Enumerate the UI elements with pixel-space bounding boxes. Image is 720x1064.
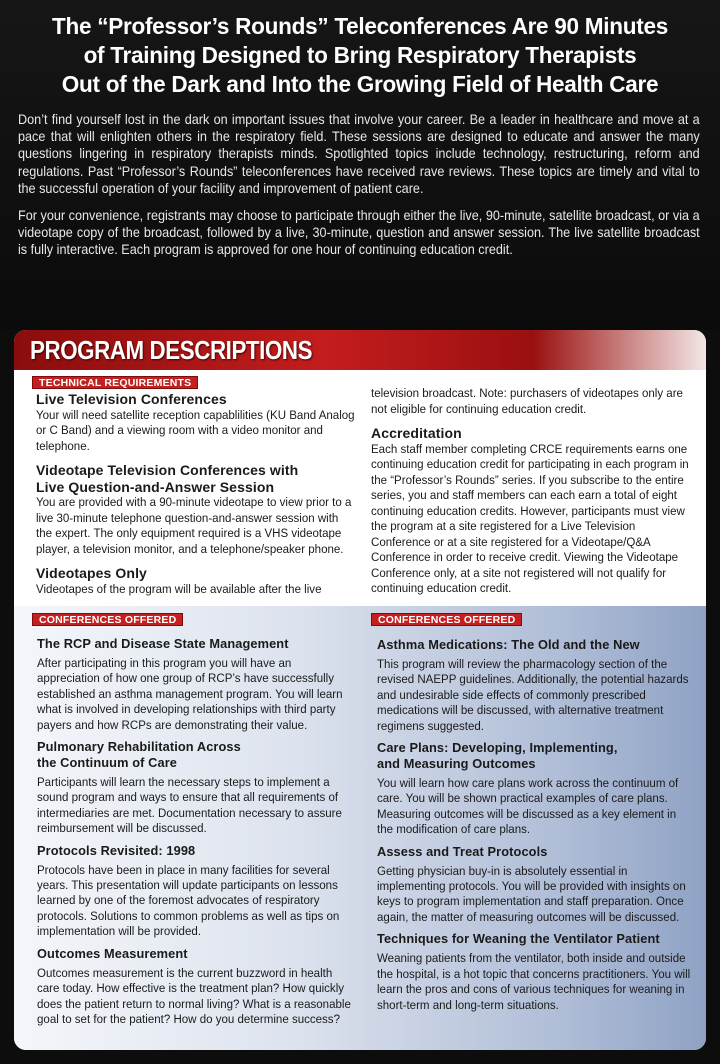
conference-title: Techniques for Weaning the Ventilator Patient	[377, 931, 660, 947]
accreditation-body: Each staff member completing CRCE requirements earns one continuing education credit for participating in each program in the “Professor’s Rounds” series. If you subscribe to the entire series, you and staff members can each earn a total of eight continuing education credits. However, participants must view the program at a site registered for a Live Television Conference or at a site registered for a Videotape/Q&A Conference in order to receive credit. Viewing the Videotape Conference only, at a site not registered will not qualify for continuing education credit.	[371, 441, 689, 595]
technical-requirements-tag: TECHNICAL REQUIREMENTS	[32, 376, 198, 389]
technical-left-column	[36, 391, 356, 597]
section-body: Videotapes of the program will be available after the live	[36, 581, 322, 596]
conference-title: Pulmonary Rehabilitation Across the Continuum of Care	[37, 739, 241, 771]
headline-line-1: The “Professor’s Rounds” Teleconferences Are 90 Minutes	[51, 13, 669, 39]
headline-line-3: Out of the Dark and Into the Growing Field of Health Care	[61, 71, 659, 97]
conferences-right-column	[377, 637, 692, 1013]
technical-right-column	[371, 386, 691, 597]
conference-description: You will learn how care plans work across the continuum of care. You will be shown practical examples of care plans. Measuring outcomes will be discussed as a key element in the modification of care plans.	[377, 776, 679, 837]
conference-description: Weaning patients from the ventilator, both inside and outside the hospital, is a hot topic that concerns practitioners. You will learn the pros and cons of various techniques for weaning in short-term and long-term situations.	[377, 951, 691, 1012]
section-body: Your will need satellite reception capablilities (KU Band Analog or C Band) and a viewing room with a video monitor and telephone.	[36, 407, 355, 453]
program-panel	[14, 330, 706, 1050]
intro	[18, 111, 702, 259]
conferences-offered-tag-right: CONFERENCES OFFERED	[371, 613, 522, 626]
bottom-border	[0, 1050, 720, 1064]
section-title: Videotape Television Conferences with Live Question-and-Answer Session	[36, 462, 299, 495]
conference-description: Outcomes measurement is the current buzzword in health care today. How effective is the treatment plan? How quickly does the patient return to normal living? What is a reasonable goal to set for the patient? How do you determine success?	[37, 965, 351, 1026]
header-section	[0, 0, 720, 330]
accreditation-title: Accreditation	[371, 425, 462, 441]
conference-description: Getting physician buy-in is absolutely essential in implementing protocols. You will be provided with insights on keys to program implementation and staff preparation. Once again, the matter of measuring outcomes will be discussed.	[377, 863, 686, 924]
conference-description: After participating in this program you will have an appreciation of how one group of RCP’s have successfully established an asthma management program. You will learn what is involved in developing relationships with third party payers and how RCPs are demonstrating their value.	[37, 656, 343, 732]
conference-description: Participants will learn the necessary steps to implement a sound program and ways to ensure that all requirements of intermediaries are met. Documentation necessary to assure reimbursement will be discussed.	[37, 775, 342, 836]
intro-paragraph-1: Don’t find yourself lost in the dark on important issues that involve your career. Be a leader in healthcare and move at a pace that will enlighten others in the respiratory field. These sessions are designed to educate and answer the many questions lingering in respiratory therapists minds. Spotlighted topics include technology, restructuring, reform and regulations. Past “Professor’s Rounds” teleconferences have received rave reviews. These topics are timely and vital to the successful operation of your facility and improvement of patient care.	[18, 112, 700, 196]
program-banner-title: PROGRAM DESCRIPTIONS	[30, 335, 313, 365]
headline	[32, 12, 689, 99]
section-body: You are provided with a 90-minute videotape to view prior to a live 30-minute telephone question-and-answer session with the expert. The only equipment required is a VHS videotape player, a television monitor, and a telephone/speaker phone.	[36, 495, 352, 556]
program-banner	[14, 330, 706, 370]
section-title: Live Television Conferences	[36, 391, 227, 407]
conference-title: Care Plans: Developing, Implementing, and Measuring Outcomes	[377, 740, 618, 772]
section-title: Videotapes Only	[36, 565, 147, 581]
conference-description: Protocols have been in place in many facilities for several years. This presentation will update participants on lessons learned by one of the foremost advocates of respiratory protocols. Solutions to common problems as well as tips on implementation will be provided.	[37, 862, 340, 939]
conference-title: Outcomes Measurement	[37, 945, 188, 961]
section-body-continued: television broadcast. Note: purchasers of videotapes only are not eligible for continuing education credit.	[371, 386, 683, 416]
conferences-offered-tag-left: CONFERENCES OFFERED	[32, 613, 183, 626]
conference-title: The RCP and Disease State Management	[37, 636, 289, 651]
headline-line-2: of Training Designed to Bring Respiratory Therapists	[83, 42, 637, 68]
intro-paragraph-2: For your convenience, registrants may choose to participate through either the live, 90-minute, satellite broadcast, or via a videotape copy of the broadcast, followed by a live, 30-minute, question and answer session. The live satellite broadcast is fully interactive. Each program is approved for one hour of continuing education credit.	[18, 208, 700, 258]
conference-title: Protocols Revisited: 1998	[37, 842, 196, 858]
conference-description: This program will review the pharmacology section of the revised NAEPP guidelines. Additionally, the potential hazards and undesirable side effects of commonly prescribed medications will be discussed, with alternative treatment regimens suggested.	[377, 657, 689, 733]
conferences-left-column	[37, 636, 352, 1027]
conference-title: Assess and Treat Protocols	[377, 843, 548, 859]
conference-title: Asthma Medications: The Old and the New	[377, 637, 640, 652]
